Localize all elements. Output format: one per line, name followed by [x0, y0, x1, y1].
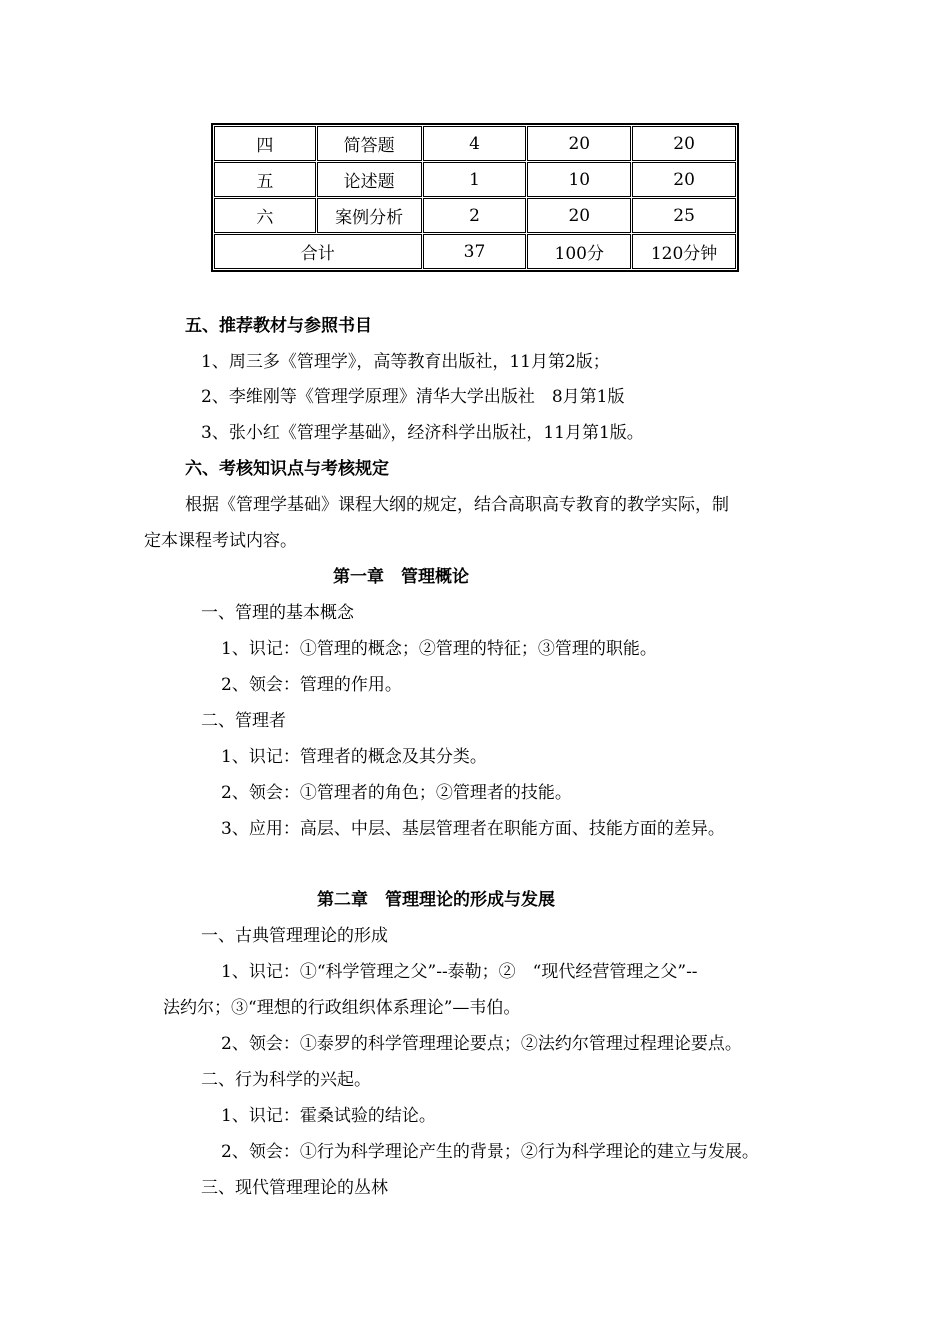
table-cell: 1 [423, 162, 527, 197]
list-item: 2、领会：管理的作用。 [221, 675, 402, 695]
list-item-continuation: 法约尔；③“理想的行政组织体系理论”—韦伯。 [163, 998, 521, 1018]
subsection-heading: 三、现代管理理论的丛林 [201, 1178, 388, 1198]
table-cell: 37 [423, 234, 527, 269]
subsection-heading: 一、古典管理理论的形成 [201, 926, 388, 946]
subsection-heading: 一、管理的基本概念 [201, 603, 354, 623]
list-item: 3、应用：高层、中层、基层管理者在职能方面、技能方面的差异。 [221, 819, 725, 839]
list-item: 1、识记：霍桑试验的结论。 [221, 1106, 436, 1126]
table-cell: 五 [214, 162, 316, 197]
subsection-heading: 二、行为科学的兴起。 [201, 1070, 371, 1090]
chapter-title: 第一章 管理概论 [333, 567, 469, 587]
list-item: 1、识记：管理者的概念及其分类。 [221, 747, 487, 767]
table-row [214, 126, 736, 161]
table-cell: 2 [423, 198, 527, 233]
table-row [214, 198, 736, 233]
paragraph-line: 根据《管理学基础》课程大纲的规定，结合高职高专教育的教学实际，制 [185, 495, 729, 515]
list-item: 2、领会：①泰罗的科学管理理论要点；②法约尔管理过程理论要点。 [221, 1034, 742, 1054]
exam-structure-table [211, 123, 739, 272]
table-cell: 25 [632, 198, 736, 233]
section-heading: 六、考核知识点与考核规定 [185, 459, 389, 479]
table-total-row [214, 234, 736, 269]
table-cell: 20 [632, 162, 736, 197]
table-cell: 合计 [214, 234, 422, 269]
table-cell: 案例分析 [317, 198, 422, 233]
table-cell: 20 [632, 126, 736, 161]
list-item: 2、领会：①管理者的角色；②管理者的技能。 [221, 783, 572, 803]
table-cell: 120分钟 [632, 234, 736, 269]
list-item: 1、识记：①管理的概念；②管理的特征；③管理的职能。 [221, 639, 657, 659]
section-heading: 五、推荐教材与参照书目 [185, 316, 372, 336]
table-cell: 100分 [527, 234, 631, 269]
reference-item: 3、张小红《管理学基础》，经济科学出版社，11月第1版。 [201, 423, 644, 443]
subsection-heading: 二、管理者 [201, 711, 286, 731]
table-cell: 论述题 [317, 162, 422, 197]
table-row [214, 162, 736, 197]
list-item: 1、识记：①“科学管理之父”--泰勒；② “现代经营管理之父”-- [221, 962, 698, 982]
table-cell: 20 [527, 126, 631, 161]
reference-item: 2、李维刚等《管理学原理》清华大学出版社 8月第1版 [201, 387, 625, 407]
chapter-title: 第二章 管理理论的形成与发展 [317, 890, 555, 910]
list-item: 2、领会：①行为科学理论产生的背景；②行为科学理论的建立与发展。 [221, 1142, 759, 1162]
table-cell: 六 [214, 198, 316, 233]
table-cell: 20 [527, 198, 631, 233]
table-cell: 10 [527, 162, 631, 197]
table-cell: 简答题 [317, 126, 422, 161]
paragraph-line: 定本课程考试内容。 [144, 531, 297, 551]
reference-item: 1、周三多《管理学》，高等教育出版社，11月第2版； [201, 352, 610, 372]
table-cell: 四 [214, 126, 316, 161]
table-cell: 4 [423, 126, 527, 161]
